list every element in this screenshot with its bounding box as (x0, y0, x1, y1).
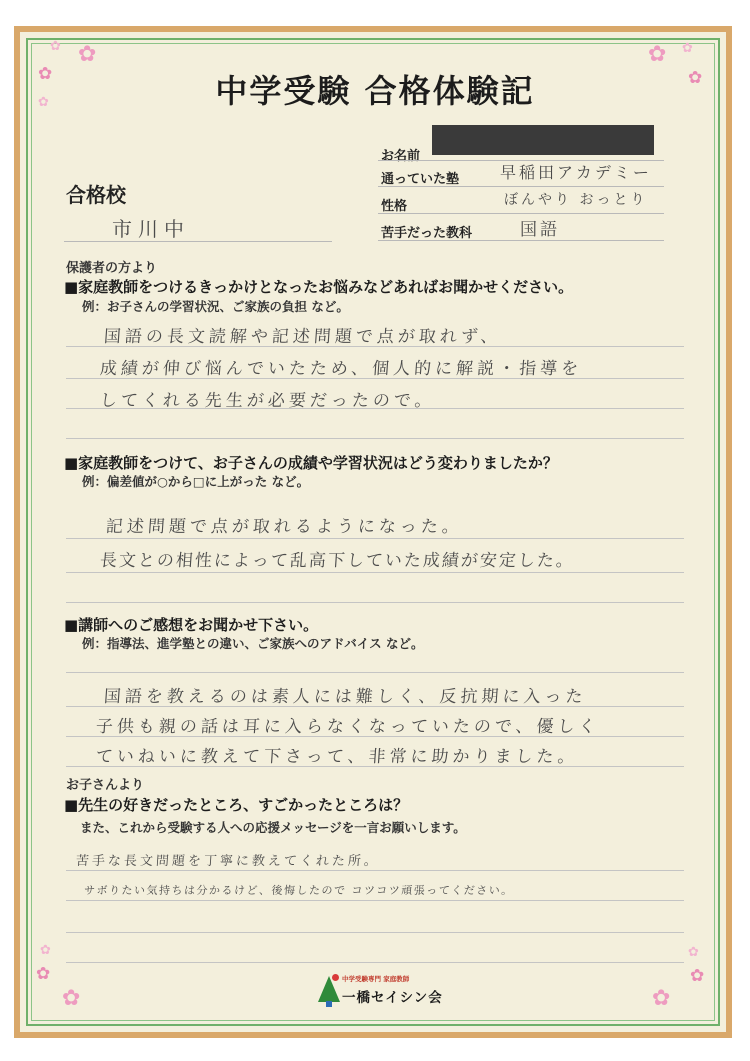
name-redaction (432, 125, 654, 155)
answer-rule (66, 900, 684, 901)
example-1: 例：お子さんの学習状況、ご家族の負担 など。 (82, 299, 349, 314)
name-label: お名前 (381, 149, 421, 164)
flower-icon: ✿ (38, 95, 49, 110)
flower-icon: ✿ (648, 42, 667, 67)
answer-1-line-3: してくれる先生が必要だったので。 (99, 391, 437, 411)
school-label: 合格校 (66, 183, 126, 207)
answer-rule (66, 408, 684, 409)
answer-4-line-2: サボりたい気持ちは分かるけど、後悔したので コツコツ頑張ってください。 (83, 884, 515, 897)
flower-icon: ✿ (688, 945, 699, 960)
flower-icon: ✿ (36, 964, 51, 984)
example-3: 例：指導法、進学塾との違い、ご家族へのアドバイス など。 (82, 636, 424, 651)
weak-subject-value: 国語 (520, 220, 560, 240)
personality-label: 性格 (381, 199, 408, 214)
footer-logo (318, 974, 443, 1010)
flower-icon: ✿ (652, 986, 671, 1011)
personality-value: ぼんやり おっとり (504, 192, 648, 208)
flower-icon: ✿ (690, 966, 705, 986)
flower-icon: ✿ (682, 41, 693, 56)
question-1: ■家庭教師をつけるきっかけとなったお悩みなどあればお聞かせください。 (64, 278, 574, 296)
answer-rule (66, 438, 684, 439)
weak-subject-label: 苦手だった教科 (381, 226, 473, 241)
logo-subtitle: 中学受験専門 家庭教師 (342, 975, 410, 983)
answer-rule (66, 932, 684, 933)
answer-rule (66, 572, 684, 573)
question-4: ■先生の好きだったところ、すごかったところは？ (64, 796, 409, 814)
logo-name: 一橋セイシン会 (342, 990, 443, 1006)
question-2: ■家庭教師をつけて、お子さんの成績や学習状況はどう変わりましたか？ (64, 454, 558, 472)
answer-rule (66, 538, 684, 539)
answer-4-line-1: 苦手な長文問題を丁寧に教えてくれた所。 (75, 854, 381, 869)
flower-icon: ✿ (62, 986, 81, 1011)
apple-icon (332, 974, 339, 981)
answer-3-line-2: 子供も親の話は耳に入らなくなっていたので、優しく (95, 717, 601, 737)
child-section-label: お子さんより (66, 778, 145, 793)
example-2: 例：偏差値が○から□に上がった など。 (82, 474, 310, 489)
personality-line (378, 213, 664, 214)
juku-label: 通っていた塾 (381, 172, 460, 187)
answer-rule (66, 672, 684, 673)
answer-2-line-2: 長文との相性によって乱高下していた成績が安定した。 (99, 551, 576, 571)
answer-rule (66, 706, 684, 707)
answer-rule (66, 870, 684, 871)
question-3: ■講師へのご感想をお聞かせ下さい。 (64, 616, 319, 634)
answer-rule (66, 736, 684, 737)
tree-trunk-icon (326, 1001, 332, 1007)
flower-icon: ✿ (50, 39, 61, 54)
answer-rule (66, 378, 684, 379)
answer-3-line-1: 国語を教えるのは素人には難しく、反抗期に入った (103, 687, 588, 707)
answer-1-line-1: 国語の長文読解や記述問題で点が取れず、 (103, 327, 503, 347)
juku-line (378, 186, 664, 187)
answer-rule (66, 962, 684, 963)
weak-subject-line (378, 240, 664, 241)
school-value: 市川中 (112, 217, 190, 241)
answer-3-line-3: ていねいに教えて下さって、非常に助かりました。 (95, 747, 580, 767)
flower-icon: ✿ (38, 64, 53, 84)
answer-2-line-1: 記述問題で点が取れるようになった。 (105, 517, 464, 537)
answer-rule (66, 346, 684, 347)
question-4-sub: また、これから受験する人への応援メッセージを一言お願いします。 (80, 820, 466, 835)
juku-value: 早稲田アカデミー (500, 163, 652, 182)
school-line (64, 241, 332, 242)
answer-rule (66, 766, 684, 767)
answer-rule (66, 602, 684, 603)
page-title: 中学受験 合格体験記 (215, 72, 535, 110)
flower-icon: ✿ (78, 42, 97, 67)
answer-1-line-2: 成績が伸び悩んでいたため、個人的に解説・指導を (99, 359, 583, 379)
parent-section-label: 保護者の方より (66, 261, 158, 276)
flower-icon: ✿ (688, 68, 703, 88)
flower-icon: ✿ (40, 943, 51, 958)
